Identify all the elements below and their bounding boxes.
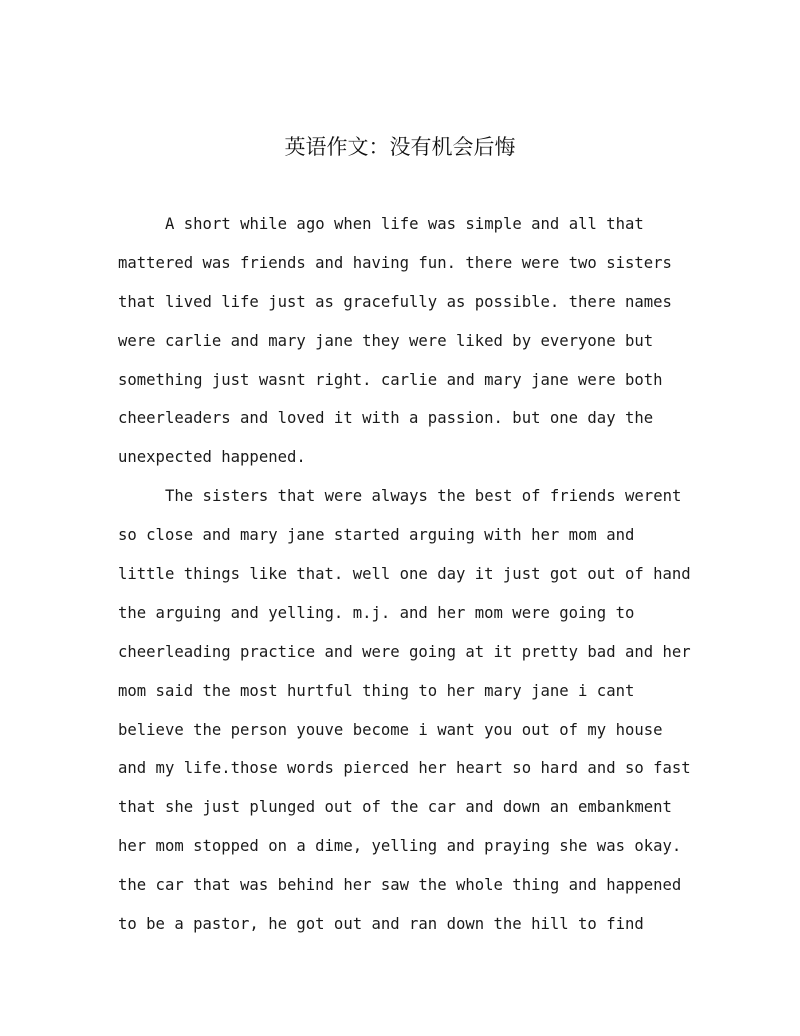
paragraph-line: so close and mary jane started arguing with her mom and bbox=[118, 526, 635, 545]
paragraph-line: the car that was behind her saw the whole thing and happened bbox=[118, 876, 682, 895]
paragraph-line: The sisters that were always the best of friends werent bbox=[165, 487, 682, 506]
paragraph-line: were carlie and mary jane they were liked by everyone but bbox=[118, 331, 654, 350]
paragraph-line: mattered was friends and having fun. there were two sisters bbox=[118, 253, 672, 272]
paragraph-line: A short while ago when life was simple and all that bbox=[165, 215, 644, 233]
paragraph-line: mom said the most hurtful thing to her mary jane i cant bbox=[118, 681, 635, 700]
paragraph-line: something just wasnt right. carlie and mary jane were both bbox=[118, 370, 663, 389]
paragraph-1 bbox=[118, 205, 718, 477]
paragraph-line: unexpected happened. bbox=[118, 448, 306, 467]
document-body bbox=[118, 205, 718, 944]
paragraph-2 bbox=[118, 477, 718, 944]
paragraph-line: cheerleading practice and were going at it pretty bad and her bbox=[118, 642, 691, 661]
paragraph-line: her mom stopped on a dime, yelling and praying she was okay. bbox=[118, 837, 682, 856]
paragraph-line: that lived life just as gracefully as possible. there names bbox=[118, 292, 672, 311]
paragraph-line: cheerleaders and loved it with a passion. but one day the bbox=[118, 409, 654, 428]
paragraph-line: to be a pastor, he got out and ran down the hill to find bbox=[118, 915, 644, 934]
document-title: 英语作文：没有机会后悔 bbox=[284, 135, 516, 159]
paragraph-line: little things like that. well one day it just got out of hand bbox=[118, 565, 691, 584]
paragraph-line: that she just plunged out of the car and down an embankment bbox=[118, 798, 672, 817]
paragraph-line: the arguing and yelling. m.j. and her mom were going to bbox=[118, 603, 635, 622]
paragraph-line: believe the person youve become i want you out of my house bbox=[118, 720, 663, 739]
paragraph-line: and my life.those words pierced her heart so hard and so fast bbox=[118, 759, 691, 778]
